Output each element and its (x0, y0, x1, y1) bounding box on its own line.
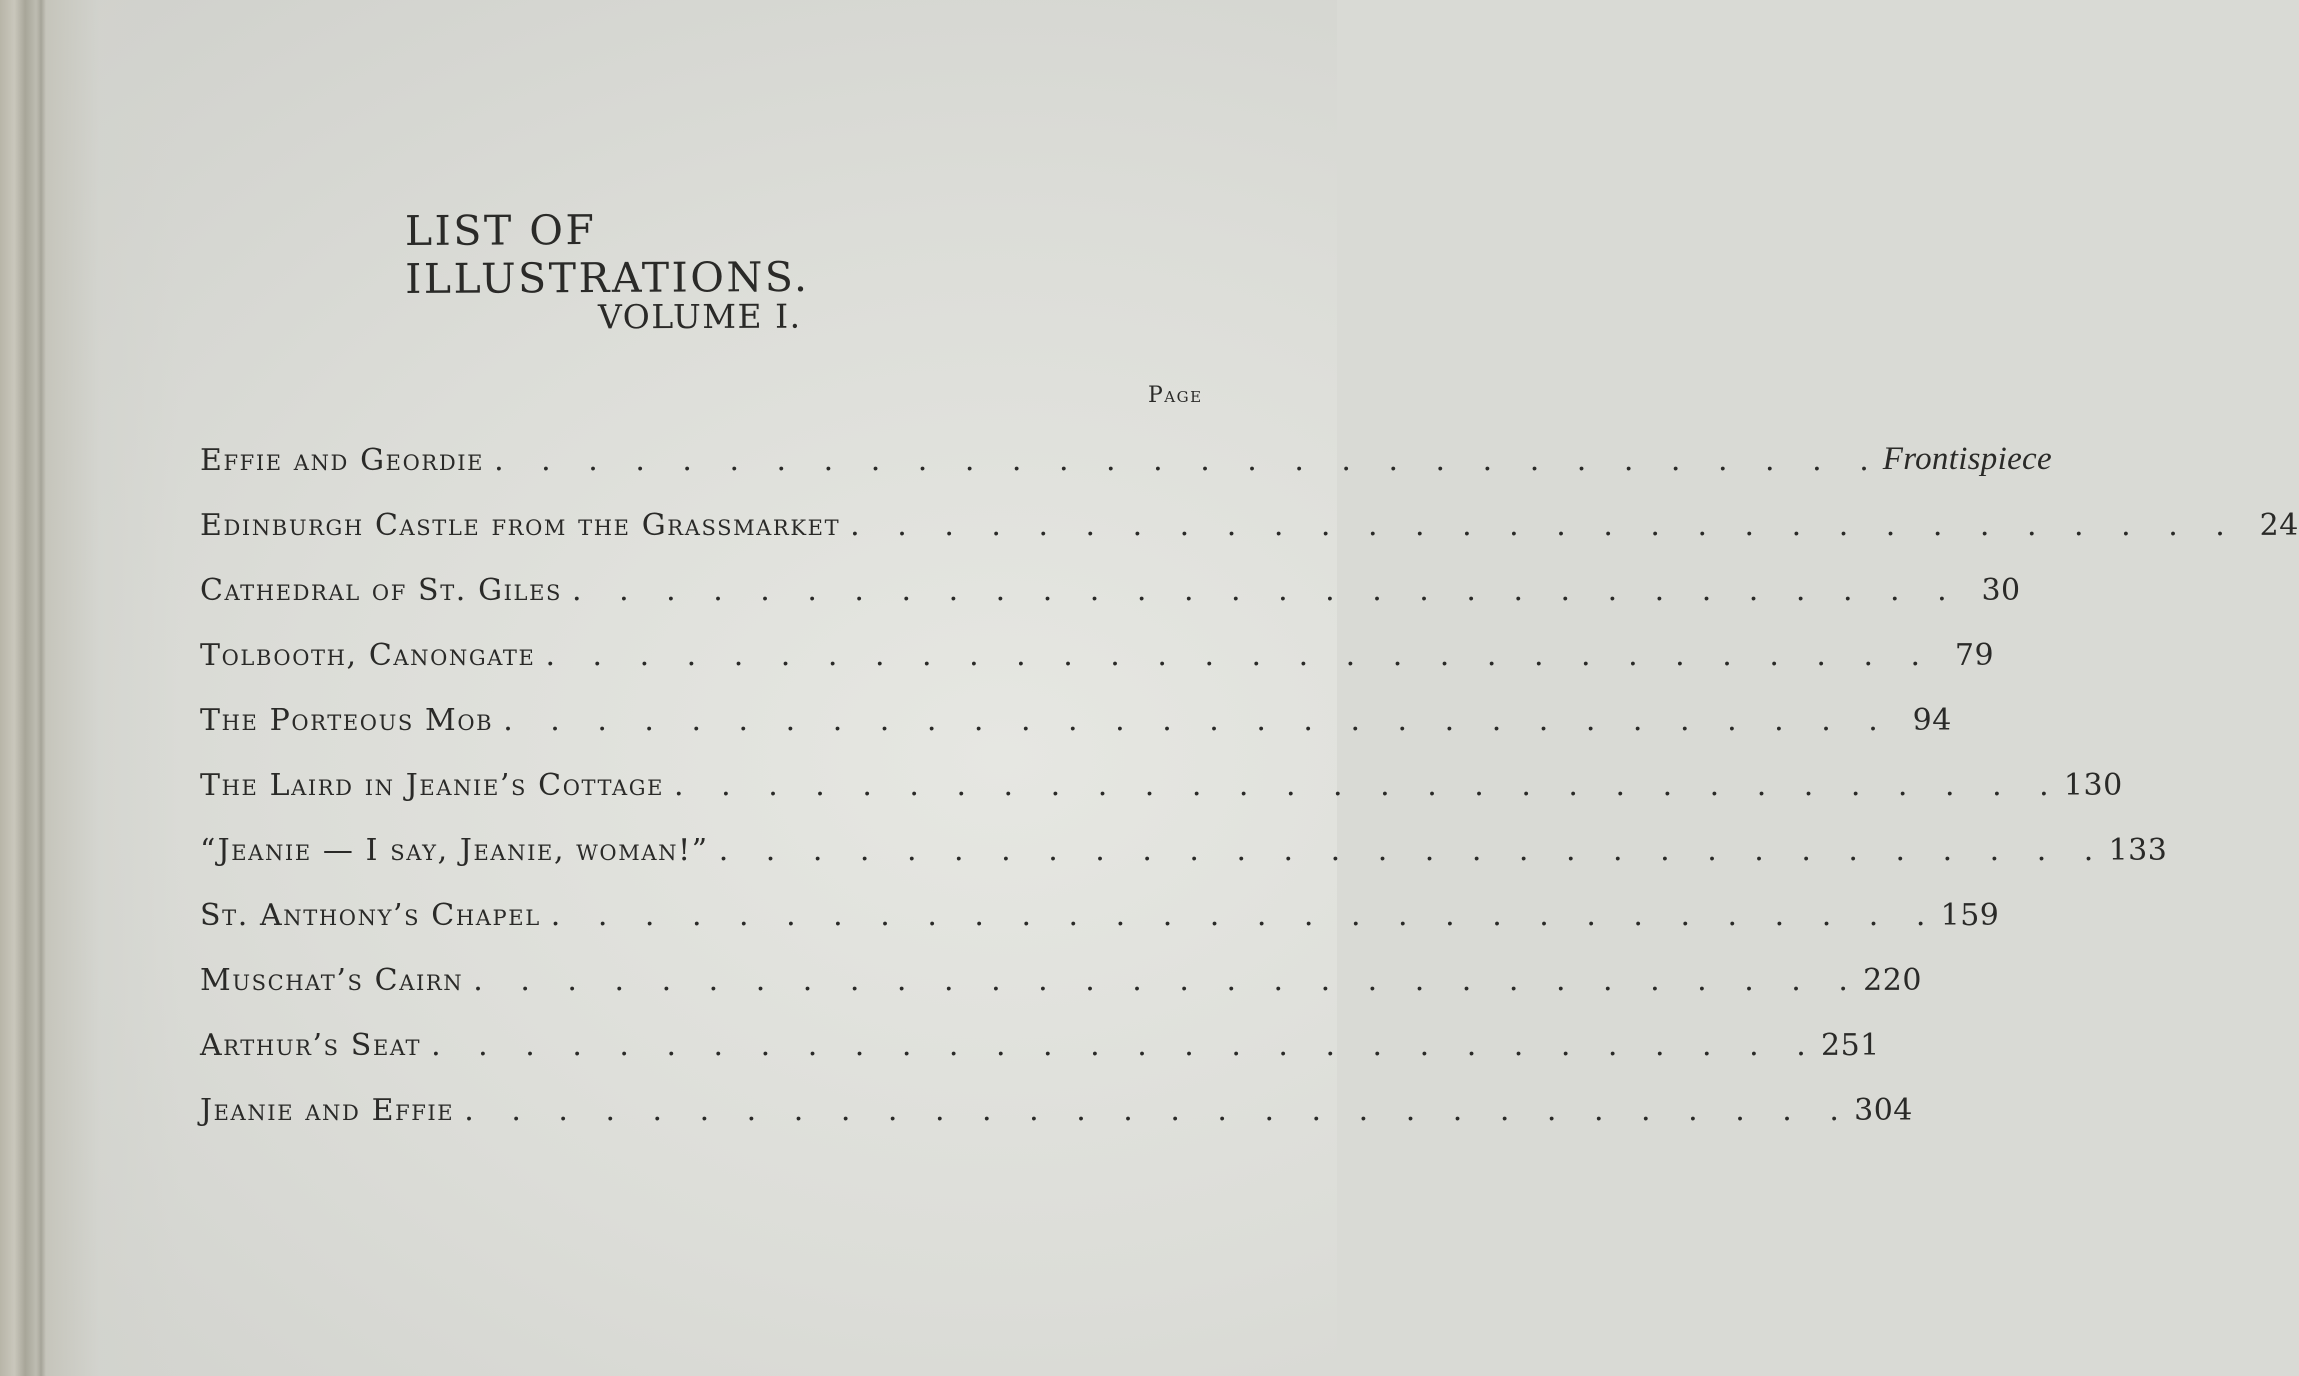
entry-label: Jeanie and Effie (200, 1093, 455, 1128)
list-item (200, 753, 2123, 803)
entry-page: 159 (1940, 898, 2000, 933)
entry-page: 304 (1854, 1093, 1913, 1128)
entry-page: 130 (2063, 768, 2123, 803)
entry-page: 24 (2259, 508, 2299, 543)
entry-page: 220 (1863, 963, 1922, 998)
entry-label: “Jeanie — I say, Jeanie, woman!” (200, 833, 709, 868)
list-item (200, 623, 1995, 673)
dot-leader: . . . . . . . . . . . . . . . . . . . . . . . . . . . . . . (550, 898, 1940, 933)
page-column-heading: Page (1148, 383, 1203, 408)
spine-shadow (0, 0, 180, 1376)
spine-edge (36, 0, 46, 1376)
entry-label: St. Anthony’s Chapel (200, 898, 541, 933)
list-item (200, 1078, 1913, 1128)
volume-heading: VOLUME I. (597, 296, 802, 337)
list-item (200, 688, 1952, 738)
dot-leader: . . . . . . . . . . . . . . . . . . . . . . . . . . . . . . (431, 1028, 1820, 1063)
entry-page: 79 (1954, 638, 1995, 673)
dot-leader: . . . . . . . . . . . . . . . . . . . . . . . . . . . . . . (503, 703, 1892, 738)
entry-label: Edinburgh Castle from the Grassmarket (200, 508, 841, 543)
dot-leader: . . . . . . . . . . . . . . . . . . . . . . . . . . . . . . (545, 638, 1935, 673)
list-item (200, 493, 2299, 543)
entry-label: Arthur’s Seat (200, 1028, 422, 1063)
entry-label: Effie and Geordie (200, 443, 485, 478)
entry-page: Frontispiece (1882, 441, 2052, 477)
entry-page: 133 (2108, 833, 2168, 868)
entry-page: 251 (1820, 1028, 1880, 1063)
dot-leader: . . . . . . . . . . . . . . . . . . . . . . . . . . . . . . (464, 1093, 1853, 1128)
dot-leader: . . . . . . . . . . . . . . . . . . . . . . . . . . . . . . (473, 963, 1862, 998)
dot-leader: . . . . . . . . . . . . . . . . . . . . . . . . . . . . . . (718, 833, 2108, 868)
entry-label: The Porteous Mob (200, 703, 494, 738)
list-item (200, 1013, 1880, 1063)
list-item (200, 948, 1922, 998)
entry-page: 94 (1912, 703, 1952, 738)
dot-leader: . . . . . . . . . . . . . . . . . . . . . . . . . . . . . . (572, 573, 1961, 608)
list-item (200, 558, 2021, 608)
page-title: LIST OF ILLUSTRATIONS. (404, 206, 810, 304)
list-item (200, 818, 2168, 868)
dot-leader: . . . . . . . . . . . . . . . . . . . . . . . . . . . . . . (674, 768, 2063, 803)
entry-label: Cathedral of St. Giles (200, 573, 562, 608)
entry-label: The Laird in Jeanie’s Cottage (200, 768, 665, 803)
entry-page: 30 (1981, 573, 2021, 608)
dot-leader: . . . . . . . . . . . . . . . . . . . . . . . . . . . . . . (850, 508, 2239, 543)
dot-leader: . . . . . . . . . . . . . . . . . . . . . . . . . . . . . . (494, 443, 1883, 478)
entry-label: Muschat’s Cairn (200, 963, 464, 998)
list-item (200, 428, 2052, 478)
list-item (200, 883, 2000, 933)
entry-label: Tolbooth, Canongate (200, 638, 536, 673)
